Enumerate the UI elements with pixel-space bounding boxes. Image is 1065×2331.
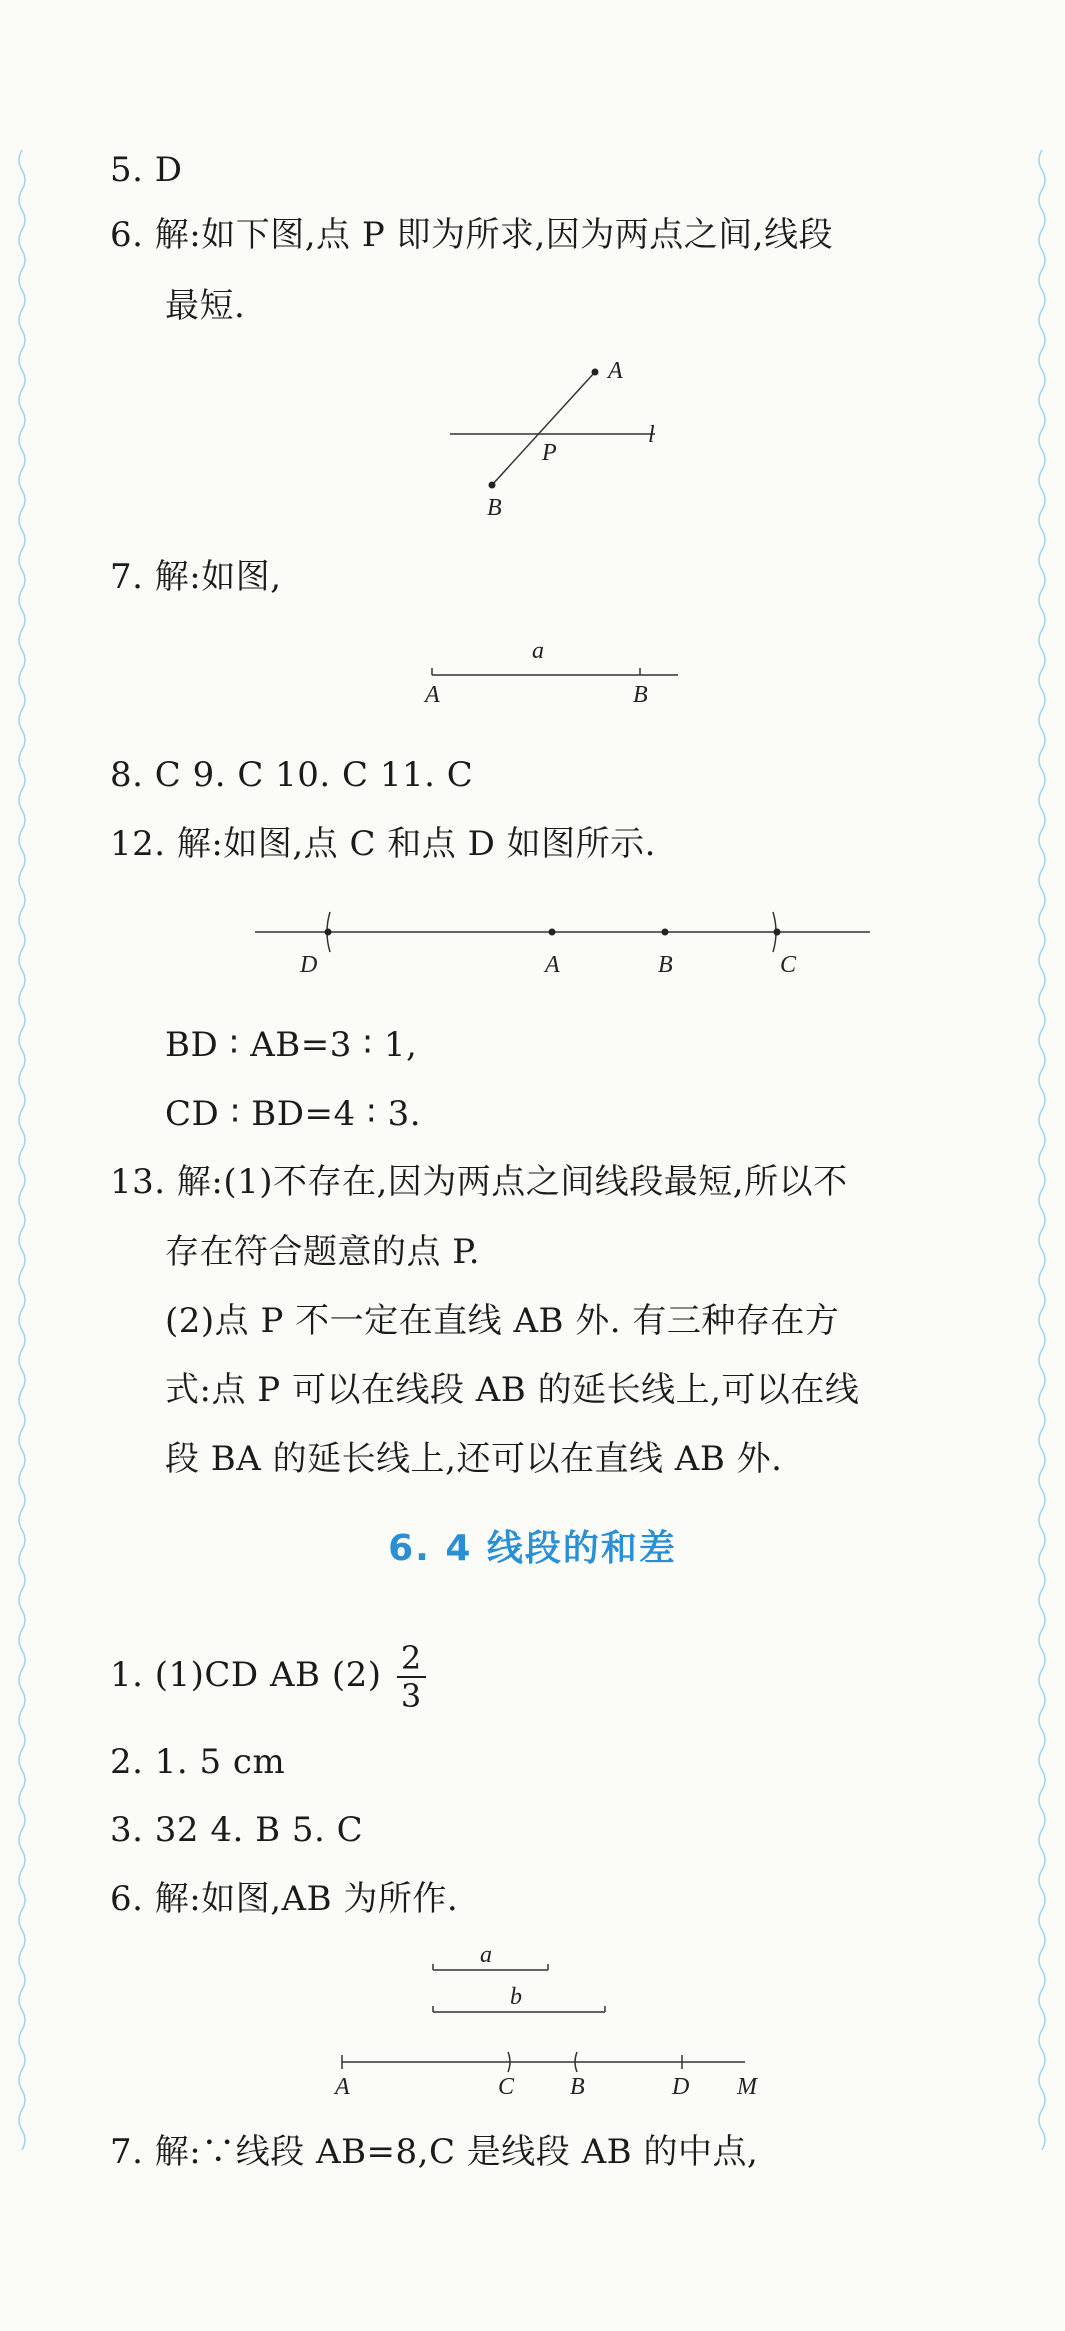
label-b: B [633,682,648,708]
label-a: A [425,682,440,708]
label-b-length: b [510,1984,522,2010]
answer-5: 5. D [110,150,183,190]
label-b: B [487,495,502,521]
answer-6-line2: 最短. [165,286,246,326]
point-c [774,929,781,936]
figure-q7 [420,630,690,710]
label-a: A [545,952,560,978]
label-b: B [570,2074,585,2100]
section-answer-1-text: 1. (1)CD AB (2) [110,1655,382,1695]
section-answers-3-5: 3. 32 4. B 5. C [110,1810,364,1850]
point-d [325,929,332,936]
answer-13-line4: 式:点 P 可以在线段 AB 的延长线上,可以在线 [165,1370,860,1410]
label-d: D [672,2074,690,2100]
answer-7: 7. 解:如图, [110,557,282,597]
right-border-decoration [1036,150,1048,2150]
fraction-numerator: 2 [397,1640,426,1678]
section-answer-1 [110,1640,426,1714]
fraction [397,1640,426,1714]
left-border-decoration [16,150,28,2150]
label-p: P [542,440,557,466]
label-c: C [780,952,797,978]
point-a [592,369,599,376]
point-b [489,482,496,489]
label-a: A [608,358,623,384]
answer-6-line1: 6. 解:如下图,点 P 即为所求,因为两点之间,线段 [110,215,834,255]
label-l: l [648,422,655,448]
label-c: C [498,2074,515,2100]
label-a-length: a [532,638,544,664]
label-d: D [300,952,318,978]
answer-13-line2: 存在符合题意的点 P. [165,1232,481,1272]
section-answer-2: 2. 1. 5 cm [110,1742,286,1782]
answer-13-line3: (2)点 P 不一定在直线 AB 外. 有三种存在方 [165,1301,840,1341]
answer-13-line1: 13. 解:(1)不存在,因为两点之间线段最短,所以不 [110,1162,848,1202]
figure-q6 [430,350,680,530]
label-a: A [335,2074,350,2100]
point-a [549,929,556,936]
label-b: B [658,952,673,978]
fraction-denominator: 3 [400,1677,422,1715]
section-title: 6. 4 线段的和差 [388,1528,677,1569]
label-m: M [737,2074,757,2100]
answer-13-line5: 段 BA 的延长线上,还可以在直线 AB 外. [165,1439,783,1479]
figure-q12 [250,890,880,990]
answer-12-ratio1: BD ∶ AB=3 ∶ 1, [165,1025,418,1065]
section-answer-7: 7. 解:∵线段 AB=8,C 是线段 AB 的中点, [110,2132,759,2172]
answers-8-11: 8. C 9. C 10. C 11. C [110,755,474,795]
label-a-length: a [480,1942,492,1968]
point-b [662,929,669,936]
answer-12: 12. 解:如图,点 C 和点 D 如图所示. [110,824,656,864]
figure-section-q6 [320,1942,760,2112]
answer-12-ratio2: CD ∶ BD=4 ∶ 3. [165,1094,422,1134]
segment-ab [492,372,595,485]
section-answer-6: 6. 解:如图,AB 为所作. [110,1879,459,1919]
